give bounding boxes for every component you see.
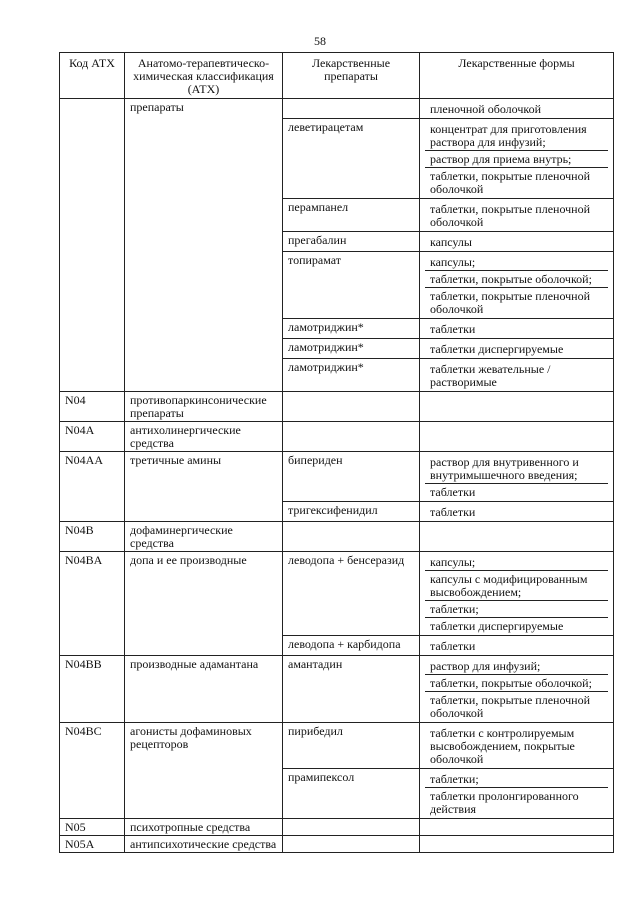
atx-code-cell: N04AA bbox=[60, 452, 125, 522]
dosage-form: таблетки, покрытые оболочкой; bbox=[425, 270, 608, 287]
atx-class-cell: дофаминергические средства bbox=[125, 522, 283, 552]
atx-class-cell: антипсихотические средства bbox=[125, 836, 283, 853]
drug-cell: бипериден bbox=[283, 452, 420, 502]
drug-cell: леветирацетам bbox=[283, 119, 420, 199]
dosage-form: капсулы; bbox=[430, 255, 476, 269]
page-number: 58 bbox=[314, 34, 326, 48]
drug-cell: прегабалин bbox=[283, 232, 420, 252]
atx-class-cell: производные адамантана bbox=[125, 656, 283, 723]
dosage-form bbox=[425, 524, 608, 527]
forms-cell bbox=[420, 319, 614, 339]
drug-cell: леводопа + бенсеразид bbox=[283, 552, 420, 636]
dosage-form: таблетки bbox=[425, 483, 608, 500]
forms-cell bbox=[420, 502, 614, 522]
drug-cell: перампанел bbox=[283, 199, 420, 232]
dosage-form: раствор для внутривенного и внутримышечного введения; bbox=[430, 455, 579, 482]
dosage-form bbox=[425, 821, 608, 824]
drug-cell bbox=[283, 836, 420, 853]
dosage-form: концентрат для приготовления раствора для инфузий; bbox=[430, 122, 587, 149]
atx-code-cell: N04A bbox=[60, 422, 125, 452]
dosage-form: таблетки жевательные /растворимые bbox=[430, 362, 551, 389]
dosage-form: таблетки, покрытые оболочкой; bbox=[425, 674, 608, 691]
drug-cell bbox=[283, 99, 420, 119]
drug-cell: ламотриджин* bbox=[283, 359, 420, 392]
atx-class-cell: психотропные средства bbox=[125, 819, 283, 836]
atx-class-cell: антихолинергические средства bbox=[125, 422, 283, 452]
table-row bbox=[60, 522, 614, 552]
forms-cell bbox=[420, 819, 614, 836]
dosage-form: капсулы bbox=[430, 235, 472, 249]
forms-cell bbox=[420, 199, 614, 232]
forms-cell bbox=[420, 232, 614, 252]
dosage-form: пленочной оболочкой bbox=[430, 102, 542, 116]
drug-cell bbox=[283, 422, 420, 452]
dosage-form: таблетки, покрытые пленочной оболочкой bbox=[425, 167, 608, 197]
atx-code-cell: N05A bbox=[60, 836, 125, 853]
atx-class-cell: препараты bbox=[125, 99, 283, 392]
dosage-form: таблетки с контролируемым высвобождением, покрытые оболочкой bbox=[430, 726, 575, 766]
forms-cell bbox=[420, 452, 614, 502]
forms-cell bbox=[420, 656, 614, 723]
dosage-form: капсулы; bbox=[430, 555, 476, 569]
atx-code-cell: N04BA bbox=[60, 552, 125, 656]
table-row bbox=[60, 452, 614, 502]
dosage-form: таблетки диспергируемые bbox=[430, 342, 564, 356]
dosage-form: таблетки, покрытые пленочной оболочкой bbox=[425, 287, 608, 317]
dosage-form: таблетки bbox=[430, 505, 476, 519]
forms-cell bbox=[420, 836, 614, 853]
header-classification: Анатомо-терапевтическо-химическая классификация (АТХ) bbox=[125, 53, 283, 99]
forms-cell bbox=[420, 339, 614, 359]
atx-code-cell bbox=[60, 99, 125, 392]
table-row bbox=[60, 819, 614, 836]
drug-cell: пирибедил bbox=[283, 723, 420, 769]
table-row bbox=[60, 422, 614, 452]
drug-cell: ламотриджин* bbox=[283, 319, 420, 339]
atx-table bbox=[59, 52, 614, 853]
forms-cell bbox=[420, 769, 614, 819]
drug-cell: топирамат bbox=[283, 252, 420, 319]
drug-cell bbox=[283, 392, 420, 422]
drug-cell: тригексифенидил bbox=[283, 502, 420, 522]
dosage-form: таблетки; bbox=[430, 772, 479, 786]
atx-code-cell: N04B bbox=[60, 522, 125, 552]
forms-cell bbox=[420, 99, 614, 119]
atx-code-cell: N05 bbox=[60, 819, 125, 836]
forms-cell bbox=[420, 252, 614, 319]
drug-cell: прамипексол bbox=[283, 769, 420, 819]
atx-class-cell: агонисты дофаминовых рецепторов bbox=[125, 723, 283, 819]
drug-cell bbox=[283, 819, 420, 836]
table-row bbox=[60, 99, 614, 119]
forms-cell bbox=[420, 422, 614, 452]
table-row bbox=[60, 392, 614, 422]
dosage-form: таблетки пролонгированного действия bbox=[425, 787, 608, 817]
atx-code-cell: N04BB bbox=[60, 656, 125, 723]
header-drugs: Лекарственные препараты bbox=[283, 53, 420, 99]
table-row bbox=[60, 656, 614, 723]
table-row bbox=[60, 723, 614, 769]
dosage-form: таблетки диспергируемые bbox=[425, 617, 608, 634]
forms-cell bbox=[420, 522, 614, 552]
dosage-form: таблетки; bbox=[425, 600, 608, 617]
table-header-row bbox=[60, 53, 614, 99]
dosage-form bbox=[425, 424, 608, 427]
dosage-form: таблетки bbox=[430, 322, 476, 336]
forms-cell bbox=[420, 636, 614, 656]
atx-class-cell: противопаркинсонические препараты bbox=[125, 392, 283, 422]
forms-cell bbox=[420, 723, 614, 769]
dosage-form bbox=[425, 394, 608, 397]
atx-class-cell: допа и ее производные bbox=[125, 552, 283, 656]
dosage-form: капсулы с модифицированным высвобождением; bbox=[425, 570, 608, 600]
drug-cell: амантадин bbox=[283, 656, 420, 723]
forms-cell bbox=[420, 552, 614, 636]
dosage-form bbox=[425, 838, 608, 841]
dosage-form: таблетки bbox=[430, 639, 476, 653]
forms-cell bbox=[420, 359, 614, 392]
drug-cell: леводопа + карбидопа bbox=[283, 636, 420, 656]
forms-cell bbox=[420, 392, 614, 422]
atx-class-cell: третичные амины bbox=[125, 452, 283, 522]
dosage-form: таблетки, покрытые пленочной оболочкой bbox=[425, 691, 608, 721]
drug-cell bbox=[283, 522, 420, 552]
dosage-form: таблетки, покрытые пленочной оболочкой bbox=[430, 202, 591, 229]
dosage-form: раствор для инфузий; bbox=[430, 659, 541, 673]
dosage-form: раствор для приема внутрь; bbox=[425, 150, 608, 167]
table-row bbox=[60, 552, 614, 636]
atx-code-cell: N04BC bbox=[60, 723, 125, 819]
header-code: Код АТХ bbox=[60, 53, 125, 99]
atx-code-cell: N04 bbox=[60, 392, 125, 422]
drug-cell: ламотриджин* bbox=[283, 339, 420, 359]
table-row bbox=[60, 836, 614, 853]
header-forms: Лекарственные формы bbox=[420, 53, 614, 99]
forms-cell bbox=[420, 119, 614, 199]
